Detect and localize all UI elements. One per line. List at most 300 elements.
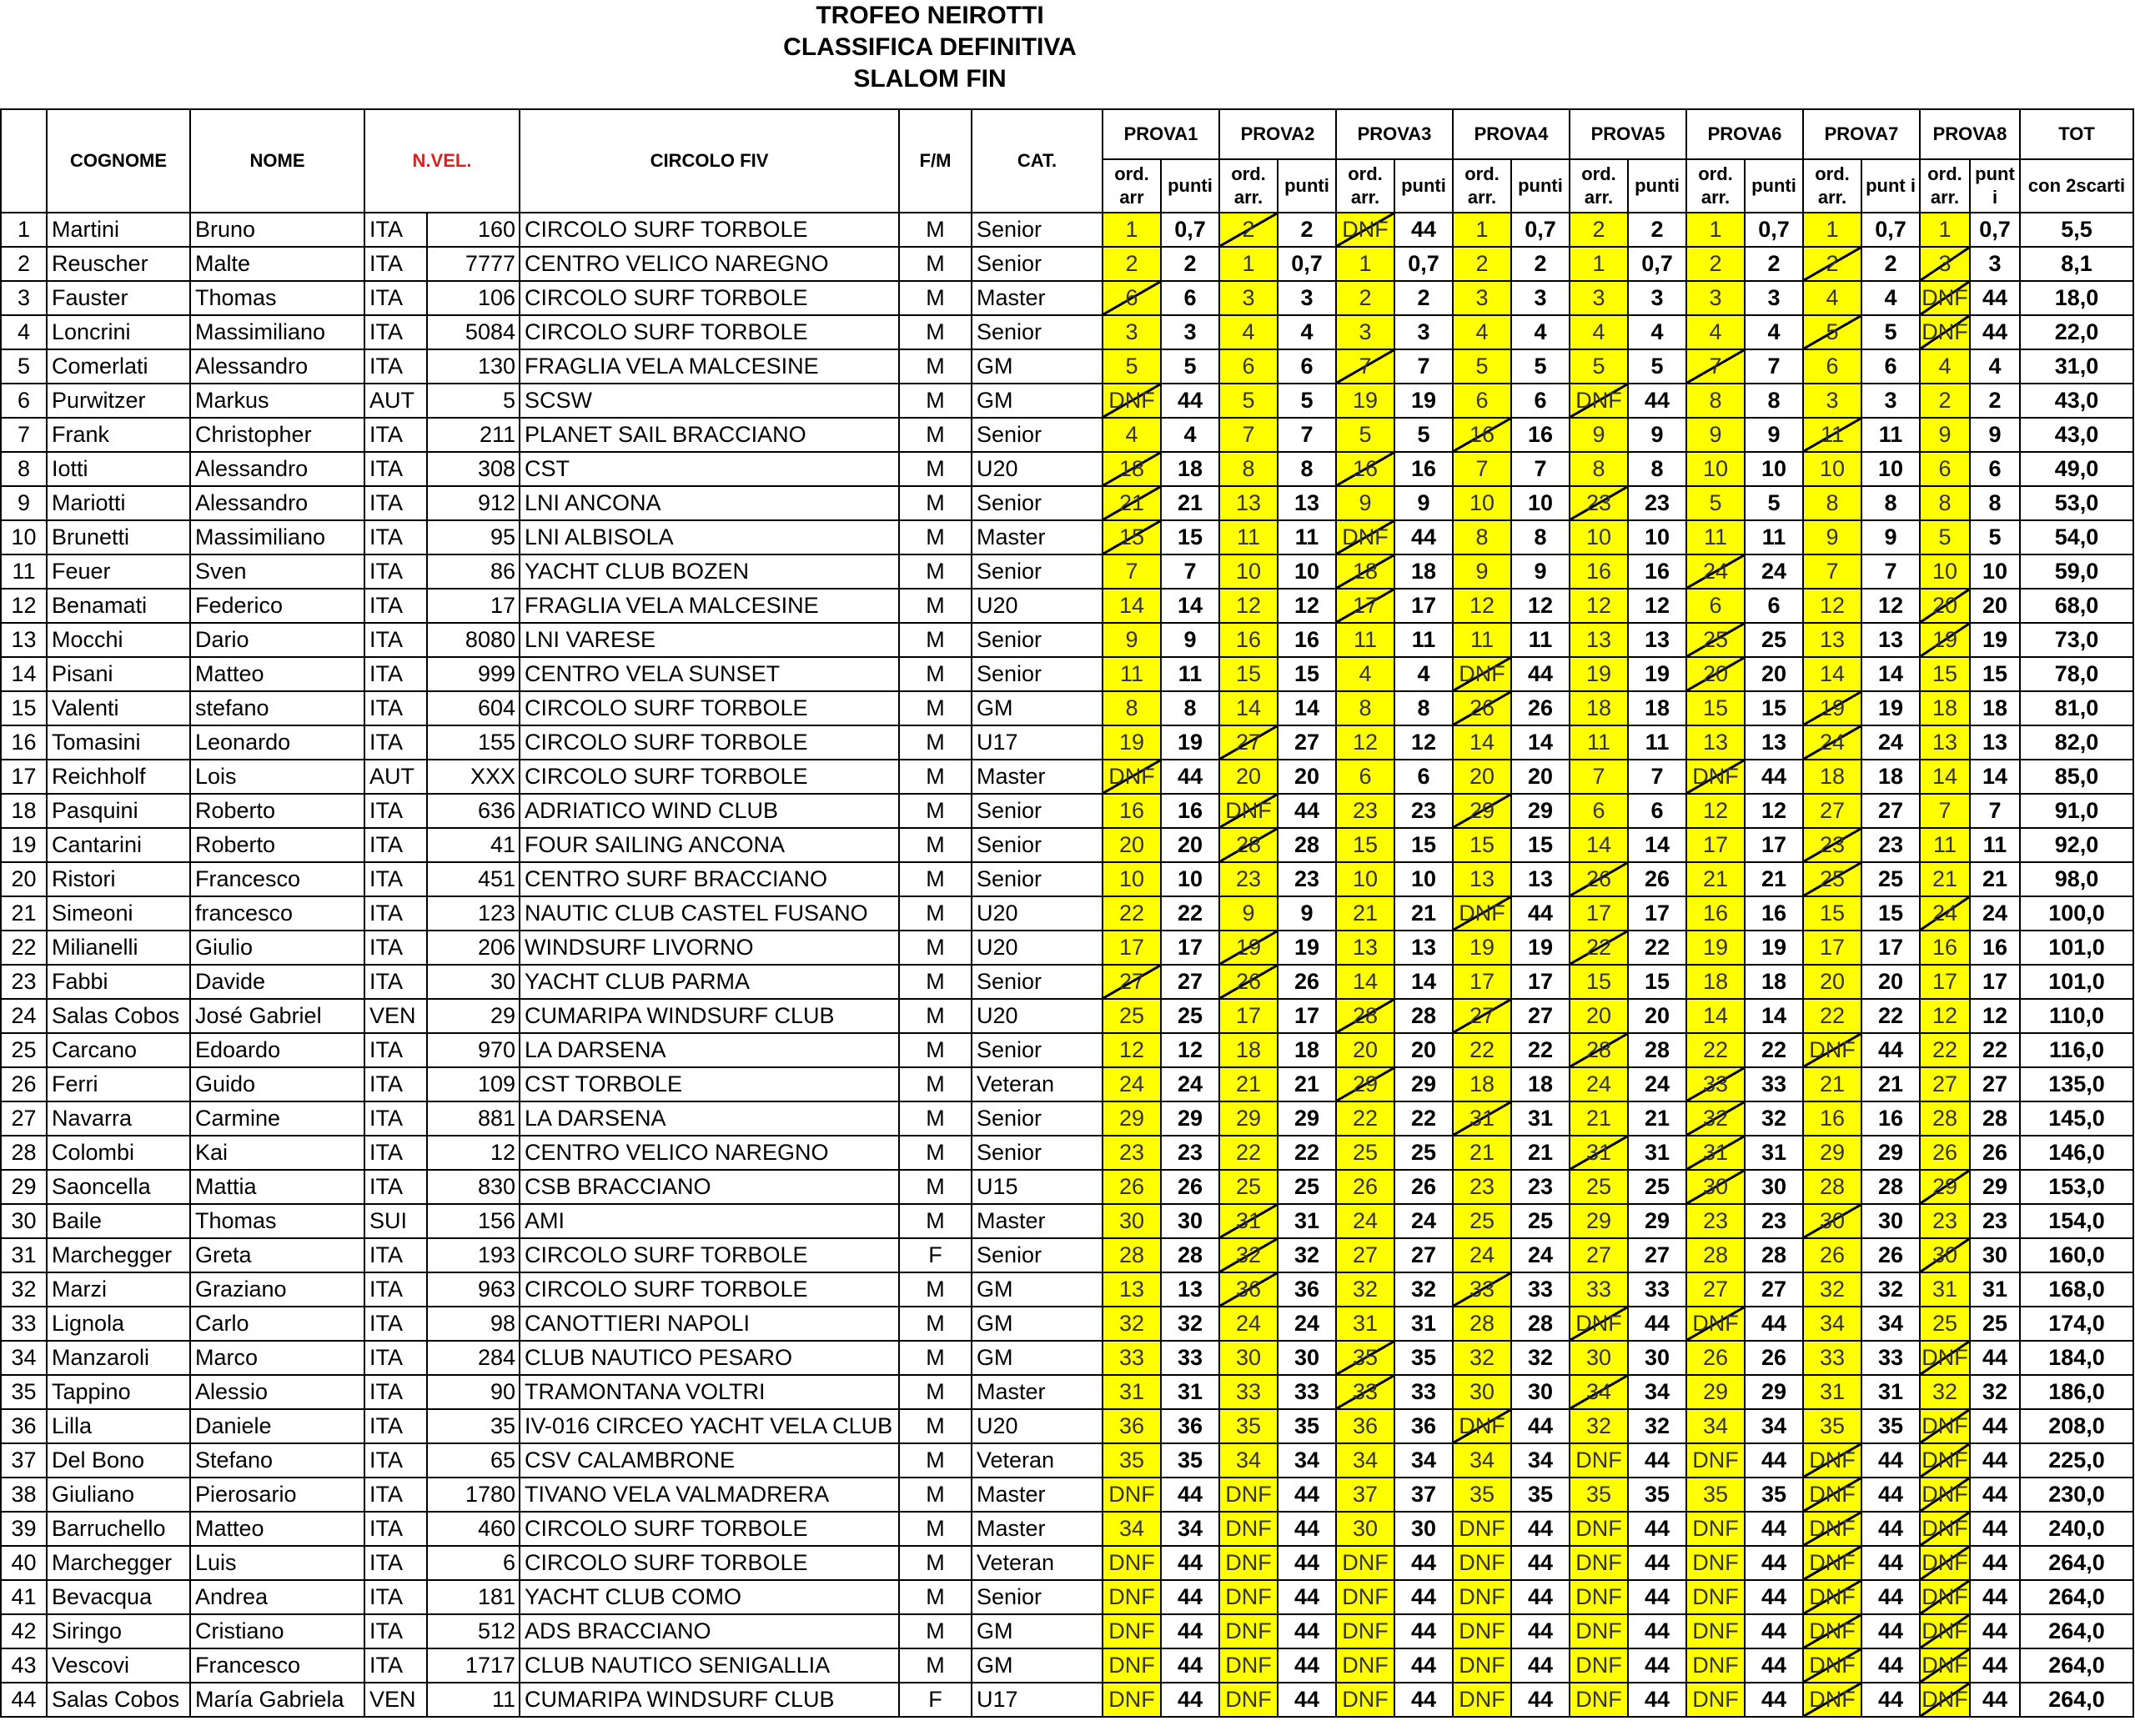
points-cell: 27 — [1970, 1067, 2020, 1101]
nation-cell: ITA — [364, 1648, 427, 1683]
arrival-position-cell: 16 — [1570, 554, 1628, 589]
surname-cell: Lignola — [47, 1307, 190, 1341]
points-cell: 44 — [1970, 1512, 2020, 1546]
arrival-position-cell: 16 — [1803, 1101, 1861, 1136]
arrival-position-cell: 14 — [1686, 999, 1745, 1033]
sail-number-cell: 912 — [427, 486, 520, 520]
arrival-position-cell: 20 — [1219, 760, 1278, 794]
name-cell: Francesco — [190, 862, 364, 896]
arrival-position-cell: DNF — [1336, 1546, 1394, 1580]
points-cell: 33 — [1394, 1375, 1453, 1409]
name-cell: José Gabriel — [190, 999, 364, 1033]
rank-cell: 34 — [1, 1341, 47, 1375]
points-cell: 9 — [1394, 486, 1453, 520]
category-cell: GM — [972, 1307, 1103, 1341]
points-cell: 44 — [1511, 1614, 1570, 1648]
arrival-position-cell: DNF — [1570, 1512, 1628, 1546]
name-cell: Roberto — [190, 828, 364, 862]
points-cell: 44 — [1745, 1443, 1803, 1478]
surname-cell: Navarra — [47, 1101, 190, 1136]
category-cell: Senior — [972, 828, 1103, 862]
sail-number-cell: 11 — [427, 1683, 520, 1717]
arrival-position-cell: 17 — [1103, 931, 1161, 965]
category-cell: Senior — [972, 247, 1103, 281]
points-cell: 44 — [1628, 1614, 1686, 1648]
header-prova-7: PROVA7 — [1803, 109, 1920, 159]
points-cell: 15 — [1394, 828, 1453, 862]
gender-cell: M — [899, 1546, 972, 1580]
nation-cell: ITA — [364, 931, 427, 965]
arrival-position-cell: 25 — [1336, 1136, 1394, 1170]
surname-cell: Brunetti — [47, 520, 190, 554]
points-cell: 12 — [1161, 1033, 1219, 1067]
points-cell: 15 — [1628, 965, 1686, 999]
arrival-position-cell: 11 — [1570, 725, 1628, 760]
nation-cell: ITA — [364, 1409, 427, 1443]
nation-cell: VEN — [364, 999, 427, 1033]
arrival-position-cell: 22 — [1803, 999, 1861, 1033]
points-cell: 44 — [1511, 1409, 1570, 1443]
arrival-position-cell: 32 — [1920, 1375, 1970, 1409]
arrival-position-cell: 7 — [1570, 760, 1628, 794]
table-row — [1, 213, 2133, 247]
rank-cell: 4 — [1, 315, 47, 349]
rank-cell: 29 — [1, 1170, 47, 1204]
total-cell: 110,0 — [2020, 999, 2133, 1033]
rank-cell: 11 — [1, 554, 47, 589]
points-cell: 13 — [1278, 486, 1336, 520]
arrival-position-cell: 32 — [1453, 1341, 1511, 1375]
points-cell: 7 — [1278, 418, 1336, 452]
points-cell: 22 — [1394, 1101, 1453, 1136]
surname-cell: Cantarini — [47, 828, 190, 862]
gender-cell: M — [899, 1648, 972, 1683]
gender-cell: M — [899, 828, 972, 862]
sail-number-cell: 17 — [427, 589, 520, 623]
points-cell: 11 — [1970, 828, 2020, 862]
sail-number-cell: 160 — [427, 213, 520, 247]
nation-cell: ITA — [364, 1307, 427, 1341]
rank-cell: 44 — [1, 1683, 47, 1717]
points-cell: 6 — [1278, 349, 1336, 384]
arrival-position-cell: 21 — [1570, 1101, 1628, 1136]
arrival-position-cell: DNF — [1453, 1512, 1511, 1546]
category-cell: U20 — [972, 931, 1103, 965]
points-cell: 18 — [1511, 1067, 1570, 1101]
surname-cell: Barruchello — [47, 1512, 190, 1546]
arrival-position-cell: 3 — [1803, 384, 1861, 418]
points-cell: 9 — [1628, 418, 1686, 452]
arrival-position-cell: 15 — [1920, 657, 1970, 691]
header-prova-1: PROVA1 — [1103, 109, 1219, 159]
header-prova-6: PROVA6 — [1686, 109, 1803, 159]
table-row — [1, 760, 2133, 794]
points-cell: 44 — [1970, 1409, 2020, 1443]
surname-cell: Marchegger — [47, 1546, 190, 1580]
points-cell: 18 — [1745, 965, 1803, 999]
surname-cell: Giuliano — [47, 1478, 190, 1512]
arrival-position-cell: DNF — [1686, 1683, 1745, 1717]
club-cell: CENTRO VELICO NAREGNO — [520, 1136, 899, 1170]
points-cell: 25 — [1511, 1204, 1570, 1238]
points-cell: 31 — [1511, 1101, 1570, 1136]
arrival-position-cell: 2 — [1920, 384, 1970, 418]
points-cell: 3 — [1394, 315, 1453, 349]
points-cell: 12 — [1511, 589, 1570, 623]
arrival-position-cell: 6 — [1219, 349, 1278, 384]
points-cell: 12 — [1628, 589, 1686, 623]
discarded-position-cell: 27 — [1219, 725, 1278, 760]
category-cell: Veteran — [972, 1067, 1103, 1101]
points-cell: 44 — [1161, 760, 1219, 794]
points-cell: 27 — [1161, 965, 1219, 999]
total-cell: 264,0 — [2020, 1648, 2133, 1683]
points-cell: 4 — [1628, 315, 1686, 349]
total-cell: 31,0 — [2020, 349, 2133, 384]
arrival-position-cell: 9 — [1336, 486, 1394, 520]
arrival-position-cell: DNF — [1453, 1546, 1511, 1580]
points-cell: 18 — [1970, 691, 2020, 725]
points-cell: 44 — [1511, 1512, 1570, 1546]
points-cell: 30 — [1745, 1170, 1803, 1204]
table-row — [1, 281, 2133, 315]
gender-cell: M — [899, 999, 972, 1033]
arrival-position-cell: 7 — [1803, 554, 1861, 589]
points-cell: 32 — [1161, 1307, 1219, 1341]
category-cell: Senior — [972, 623, 1103, 657]
arrival-position-cell: 33 — [1219, 1375, 1278, 1409]
arrival-position-cell: DNF — [1336, 1683, 1394, 1717]
arrival-position-cell: 30 — [1453, 1375, 1511, 1409]
arrival-position-cell: DNF — [1336, 1580, 1394, 1614]
points-cell: 23 — [1161, 1136, 1219, 1170]
arrival-position-cell: 14 — [1453, 725, 1511, 760]
points-cell: 2 — [1511, 247, 1570, 281]
points-cell: 44 — [1970, 1443, 2020, 1478]
total-cell: 49,0 — [2020, 452, 2133, 486]
header-ord-arr: ord. arr. — [1570, 159, 1628, 213]
points-cell: 11 — [1628, 725, 1686, 760]
name-cell: Malte — [190, 247, 364, 281]
arrival-position-cell: DNF — [1103, 1648, 1161, 1683]
points-cell: 28 — [1511, 1307, 1570, 1341]
club-cell: ADRIATICO WIND CLUB — [520, 794, 899, 828]
points-cell: 22 — [1161, 896, 1219, 931]
rank-cell: 24 — [1, 999, 47, 1033]
points-cell: 44 — [1394, 1580, 1453, 1614]
arrival-position-cell: 21 — [1920, 862, 1970, 896]
rank-cell: 41 — [1, 1580, 47, 1614]
points-cell: 44 — [1745, 1546, 1803, 1580]
points-cell: 18 — [1394, 554, 1453, 589]
discarded-position-cell: 33 — [1336, 1375, 1394, 1409]
arrival-position-cell: 35 — [1219, 1409, 1278, 1443]
points-cell: 32 — [1394, 1272, 1453, 1307]
points-cell: 10 — [1628, 520, 1686, 554]
discarded-position-cell: 28 — [1570, 1033, 1628, 1067]
total-cell: 116,0 — [2020, 1033, 2133, 1067]
points-cell: 24 — [1970, 896, 2020, 931]
arrival-position-cell: 9 — [1920, 418, 1970, 452]
header-cat: CAT. — [972, 109, 1103, 213]
points-cell: 4 — [1511, 315, 1570, 349]
rank-cell: 8 — [1, 452, 47, 486]
arrival-position-cell: 35 — [1803, 1409, 1861, 1443]
nation-cell: ITA — [364, 1272, 427, 1307]
total-cell: 92,0 — [2020, 828, 2133, 862]
table-row — [1, 931, 2133, 965]
gender-cell: M — [899, 1409, 972, 1443]
arrival-position-cell: 7 — [1920, 794, 1970, 828]
points-cell: 0,7 — [1745, 213, 1803, 247]
discarded-position-cell: 35 — [1336, 1341, 1394, 1375]
surname-cell: Martini — [47, 213, 190, 247]
discarded-position-cell: 31 — [1453, 1101, 1511, 1136]
nation-cell: ITA — [364, 418, 427, 452]
rank-cell: 25 — [1, 1033, 47, 1067]
arrival-position-cell: 20 — [1453, 760, 1511, 794]
rank-cell: 16 — [1, 725, 47, 760]
points-cell: 2 — [1161, 247, 1219, 281]
points-cell: 21 — [1628, 1101, 1686, 1136]
surname-cell: Pasquini — [47, 794, 190, 828]
club-cell: CST — [520, 452, 899, 486]
points-cell: 26 — [1278, 965, 1336, 999]
discarded-position-cell: 24 — [1686, 554, 1745, 589]
name-cell: francesco — [190, 896, 364, 931]
arrival-position-cell: 24 — [1103, 1067, 1161, 1101]
arrival-position-cell: 24 — [1453, 1238, 1511, 1272]
points-cell: 14 — [1628, 828, 1686, 862]
gender-cell: M — [899, 691, 972, 725]
points-cell: 20 — [1970, 589, 2020, 623]
header-punti: punti — [1161, 159, 1219, 213]
surname-cell: Salas Cobos — [47, 999, 190, 1033]
points-cell: 16 — [1161, 794, 1219, 828]
points-cell: 44 — [1970, 1341, 2020, 1375]
points-cell: 44 — [1745, 1683, 1803, 1717]
total-cell: 100,0 — [2020, 896, 2133, 931]
points-cell: 16 — [1628, 554, 1686, 589]
arrival-position-cell: 16 — [1920, 931, 1970, 965]
arrival-position-cell: 17 — [1686, 828, 1745, 862]
points-cell: 44 — [1161, 1580, 1219, 1614]
points-cell: 17 — [1745, 828, 1803, 862]
points-cell: 22 — [1511, 1033, 1570, 1067]
club-cell: CENTRO SURF BRACCIANO — [520, 862, 899, 896]
discarded-position-cell: 34 — [1570, 1375, 1628, 1409]
points-cell: 27 — [1861, 794, 1920, 828]
arrival-position-cell: 8 — [1103, 691, 1161, 725]
arrival-position-cell: 25 — [1920, 1307, 1970, 1341]
points-cell: 17 — [1628, 896, 1686, 931]
points-cell: 4 — [1861, 281, 1920, 315]
surname-cell: Vescovi — [47, 1648, 190, 1683]
category-cell: Master — [972, 520, 1103, 554]
points-cell: 14 — [1511, 725, 1570, 760]
club-cell: TRAMONTANA VOLTRI — [520, 1375, 899, 1409]
discarded-position-cell: 24 — [1803, 725, 1861, 760]
arrival-position-cell: 32 — [1336, 1272, 1394, 1307]
points-cell: 31 — [1970, 1272, 2020, 1307]
total-cell: 18,0 — [2020, 281, 2133, 315]
points-cell: 27 — [1278, 725, 1336, 760]
points-cell: 21 — [1745, 862, 1803, 896]
arrival-position-cell: 21 — [1453, 1136, 1511, 1170]
arrival-position-cell: 35 — [1453, 1478, 1511, 1512]
category-cell: Senior — [972, 1238, 1103, 1272]
points-cell: 14 — [1745, 999, 1803, 1033]
arrival-position-cell: DNF — [1453, 1683, 1511, 1717]
category-cell: U17 — [972, 1683, 1103, 1717]
points-cell: 29 — [1161, 1101, 1219, 1136]
arrival-position-cell: 13 — [1803, 623, 1861, 657]
arrival-position-cell: 14 — [1920, 760, 1970, 794]
points-cell: 16 — [1970, 931, 2020, 965]
points-cell: 16 — [1511, 418, 1570, 452]
category-cell: Senior — [972, 315, 1103, 349]
header-ord-arr: ord. arr. — [1686, 159, 1745, 213]
arrival-position-cell: 3 — [1336, 315, 1394, 349]
points-cell: 29 — [1970, 1170, 2020, 1204]
gender-cell: M — [899, 760, 972, 794]
points-cell: 44 — [1511, 657, 1570, 691]
arrival-position-cell: 28 — [1920, 1101, 1970, 1136]
arrival-position-cell: 31 — [1336, 1307, 1394, 1341]
points-cell: 13 — [1161, 1272, 1219, 1307]
club-cell: NAUTIC CLUB CASTEL FUSANO — [520, 896, 899, 931]
nation-cell: ITA — [364, 281, 427, 315]
club-cell: FRAGLIA VELA MALCESINE — [520, 349, 899, 384]
discarded-position-cell: DNF — [1803, 1033, 1861, 1067]
arrival-position-cell: 19 — [1686, 931, 1745, 965]
header-ord-arr: ord. arr. — [1336, 159, 1394, 213]
points-cell: 44 — [1161, 1546, 1219, 1580]
discarded-position-cell: DNF — [1920, 1341, 1970, 1375]
arrival-position-cell: 10 — [1219, 554, 1278, 589]
points-cell: 23 — [1394, 794, 1453, 828]
arrival-position-cell: 11 — [1453, 623, 1511, 657]
club-cell: WINDSURF LIVORNO — [520, 931, 899, 965]
arrival-position-cell: 23 — [1336, 794, 1394, 828]
surname-cell: Manzaroli — [47, 1341, 190, 1375]
arrival-position-cell: 35 — [1570, 1478, 1628, 1512]
arrival-position-cell: 28 — [1686, 1238, 1745, 1272]
surname-cell: Fauster — [47, 281, 190, 315]
gender-cell: M — [899, 862, 972, 896]
sail-number-cell: 123 — [427, 896, 520, 931]
club-cell: LA DARSENA — [520, 1101, 899, 1136]
category-cell: Senior — [972, 1136, 1103, 1170]
gender-cell: M — [899, 554, 972, 589]
gender-cell: F — [899, 1683, 972, 1717]
header-punti: punti — [1278, 159, 1336, 213]
arrival-position-cell: 31 — [1920, 1272, 1970, 1307]
table-row — [1, 1238, 2133, 1272]
arrival-position-cell: 28 — [1803, 1170, 1861, 1204]
category-cell: Master — [972, 1204, 1103, 1238]
surname-cell: Frank — [47, 418, 190, 452]
points-cell: 20 — [1745, 657, 1803, 691]
arrival-position-cell: 22 — [1336, 1101, 1394, 1136]
nation-cell: ITA — [364, 862, 427, 896]
arrival-position-cell: 20 — [1103, 828, 1161, 862]
arrival-position-cell: DNF — [1453, 1580, 1511, 1614]
table-row — [1, 1170, 2133, 1204]
gender-cell: F — [899, 1238, 972, 1272]
sail-number-cell: 308 — [427, 452, 520, 486]
arrival-position-cell: 8 — [1686, 384, 1745, 418]
name-cell: Massimiliano — [190, 520, 364, 554]
name-cell: Pierosario — [190, 1478, 364, 1512]
gender-cell: M — [899, 520, 972, 554]
gender-cell: M — [899, 1101, 972, 1136]
arrival-position-cell: 3 — [1219, 281, 1278, 315]
points-cell: 7 — [1861, 554, 1920, 589]
points-cell: 7 — [1628, 760, 1686, 794]
rank-cell: 1 — [1, 213, 47, 247]
discarded-position-cell: DNF — [1453, 657, 1511, 691]
points-cell: 29 — [1628, 1204, 1686, 1238]
points-cell: 33 — [1628, 1272, 1686, 1307]
arrival-position-cell: DNF — [1686, 1648, 1745, 1683]
category-cell: GM — [972, 1614, 1103, 1648]
discarded-position-cell: 30 — [1803, 1204, 1861, 1238]
arrival-position-cell: 35 — [1686, 1478, 1745, 1512]
category-cell: Senior — [972, 554, 1103, 589]
arrival-position-cell: 25 — [1570, 1170, 1628, 1204]
arrival-position-cell: 5 — [1336, 418, 1394, 452]
points-cell: 15 — [1278, 657, 1336, 691]
club-cell: YACHT CLUB PARMA — [520, 965, 899, 999]
table-row — [1, 1443, 2133, 1478]
total-cell: 186,0 — [2020, 1375, 2133, 1409]
club-cell: CIRCOLO SURF TORBOLE — [520, 315, 899, 349]
arrival-position-cell: 27 — [1336, 1238, 1394, 1272]
sail-number-cell: 86 — [427, 554, 520, 589]
gender-cell: M — [899, 281, 972, 315]
table-row — [1, 1648, 2133, 1683]
points-cell: 44 — [1861, 1614, 1920, 1648]
header-tot-sub: con 2scarti — [2020, 159, 2133, 213]
rank-cell: 2 — [1, 247, 47, 281]
points-cell: 24 — [1861, 725, 1920, 760]
points-cell: 35 — [1511, 1478, 1570, 1512]
points-cell: 3 — [1278, 281, 1336, 315]
surname-cell: Iotti — [47, 452, 190, 486]
category-cell: GM — [972, 349, 1103, 384]
points-cell: 37 — [1394, 1478, 1453, 1512]
nation-cell: AUT — [364, 760, 427, 794]
points-cell: 15 — [1161, 520, 1219, 554]
arrival-position-cell: 26 — [1920, 1136, 1970, 1170]
table-row — [1, 1478, 2133, 1512]
points-cell: 18 — [1161, 452, 1219, 486]
club-cell: CST TORBOLE — [520, 1067, 899, 1101]
points-cell: 44 — [1861, 1033, 1920, 1067]
points-cell: 0,7 — [1511, 213, 1570, 247]
gender-cell: M — [899, 486, 972, 520]
arrival-position-cell: 26 — [1803, 1238, 1861, 1272]
discarded-position-cell: 2 — [1219, 213, 1278, 247]
header-ord-arr: ord. arr. — [1219, 159, 1278, 213]
arrival-position-cell: DNF — [1103, 1546, 1161, 1580]
points-cell: 44 — [1161, 1478, 1219, 1512]
points-cell: 23 — [1628, 486, 1686, 520]
points-cell: 2 — [1278, 213, 1336, 247]
category-cell: Senior — [972, 1101, 1103, 1136]
arrival-position-cell: 15 — [1453, 828, 1511, 862]
